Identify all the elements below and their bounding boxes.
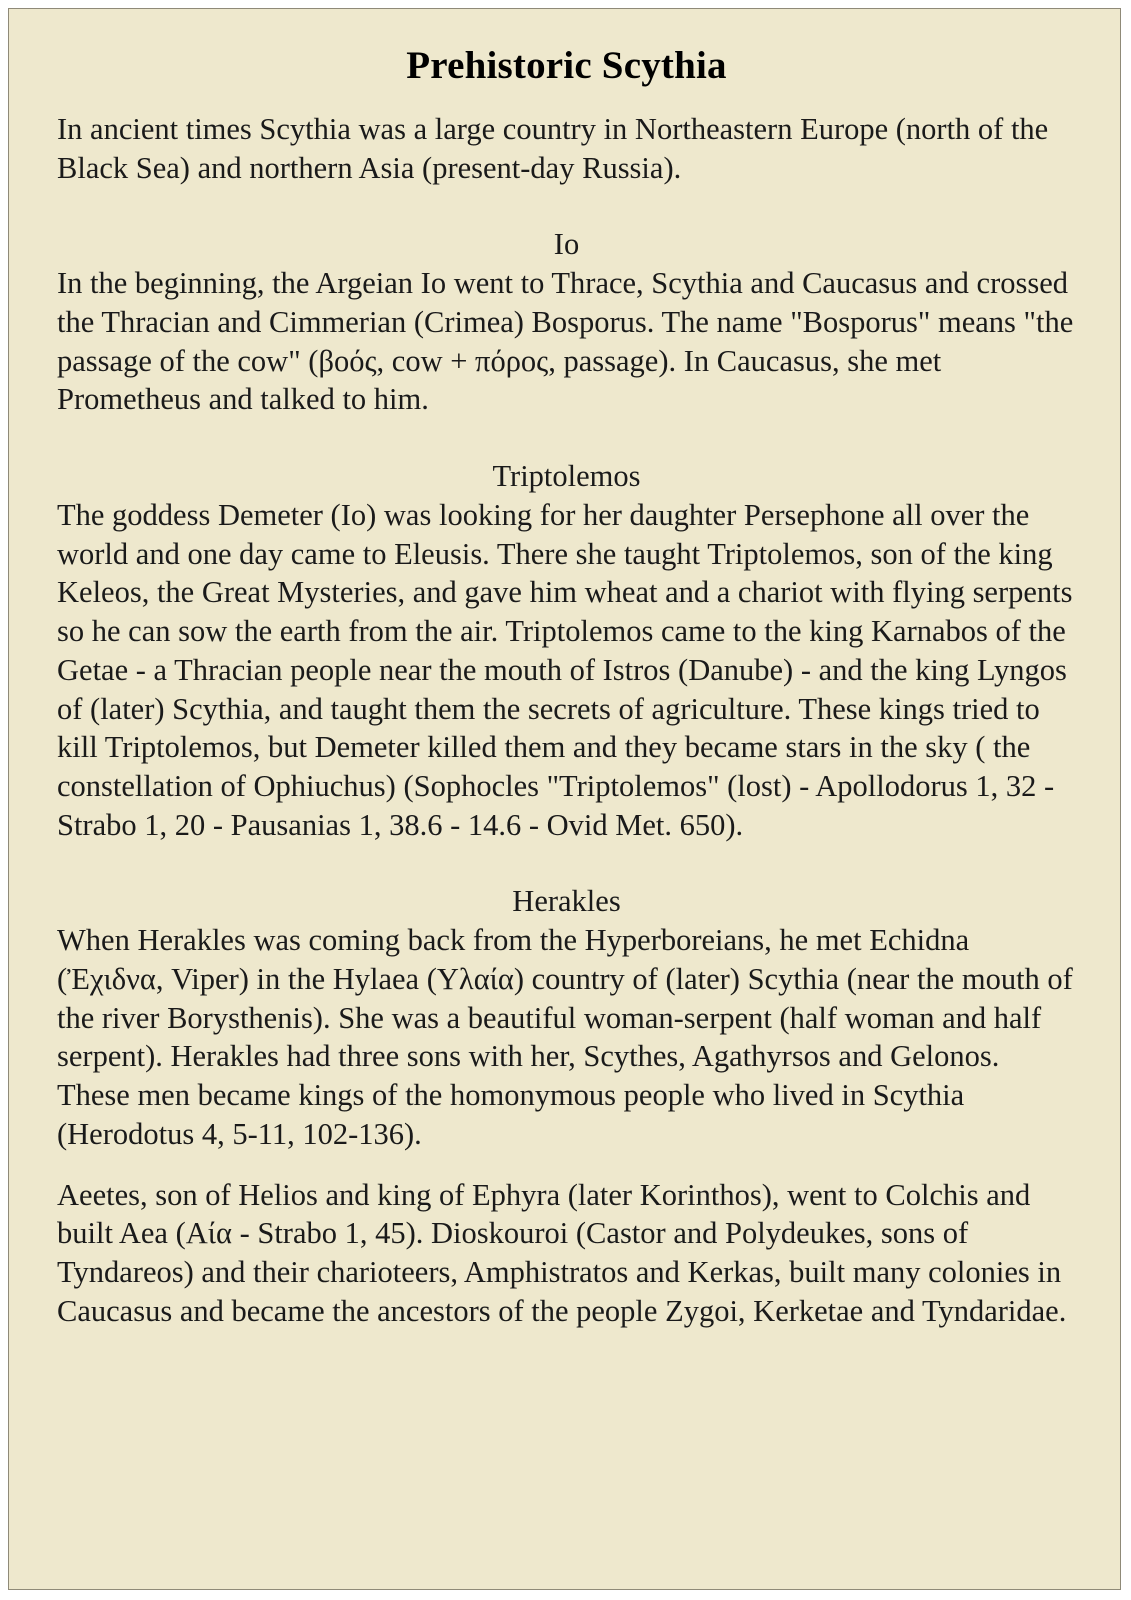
section-heading-herakles: Herakles [512,884,621,919]
section-body-triptolemos: The goddess Demeter (Io) was looking for her daughter Persephone all over the world and one day came to Eleusis. There she taught Triptolemos, son of the king Keleos, the Great Mysteries, and gave him wheat and a chariot with flying serpents so he can sow the earth from the air. Triptolemos came to the king Karnabos of the Getae - a Thracian people near the mouth of Istros (Danube) - and the king Lyngos of (later) Scythia, and taught them the secrets of agriculture. These kings tried to kill Triptolemos, but Demeter killed them and they became stars in the sky ( the constellation of Ophiuchus) (Sophocles "Triptolemos" (lost) - Apollodorus 1, 32 - Strabo 1, 20 - Pausanias 1, 38.6 - 14.6 - Ovid Met. 650). [57,497,1073,842]
spacer [57,419,1076,457]
intro-paragraph: In ancient times Scythia was a large country in Northeastern Europe (north of the Black Sea) and northern Asia (present-day Russia). [57,112,1049,185]
spacer [57,844,1076,882]
section-body-io: In the beginning, the Argeian Io went to Thrace, Scythia and Caucasus and crossed the Thracian and Cimmerian (Crimea) Bosporus. The name "Bosporus" means "the passage of the cow" (βοός, cow + πόρος, passage). In Caucasus, she met Prometheus and talked to him. [57,266,1074,417]
closing-paragraph: Aeetes, son of Helios and king of Ephyra (later Korinthos), went to Colchis and built Aea (Αία - Strabo 1, 45). Dioskouroi (Castor and Polydeukes, sons of Tyndareos) and their charioteers, Amphistratos and Kerkas, built many colonies in Caucasus and became the ancestors of the people Zygoi, Kerketae and Tyndaridae. [57,1177,1067,1328]
section-body-herakles: When Herakles was coming back from the Hyperboreians, he met Echidna (Ἐχιδνα, Viper) in the Hylaea (Υλαία) country of (later) Scythia (near the mouth of the river Borysthenis). She was a beautiful woman-serpent (half woman and half serpent). Herakles had three sons with her, Scythes, Agathyrsos and Gelonos. These men became kings of the homonymous people who lived in Scythia (Herodotus 4, 5-11, 102-136). [57,923,1073,1151]
section-heading-triptolemos: Triptolemos [492,459,641,494]
page-title: Prehistoric Scythia [406,44,727,87]
section-heading-io: Io [553,227,580,262]
spacer [57,1154,1076,1176]
spacer [57,187,1076,225]
document-page [8,8,1121,1590]
document-content [9,9,1120,1331]
